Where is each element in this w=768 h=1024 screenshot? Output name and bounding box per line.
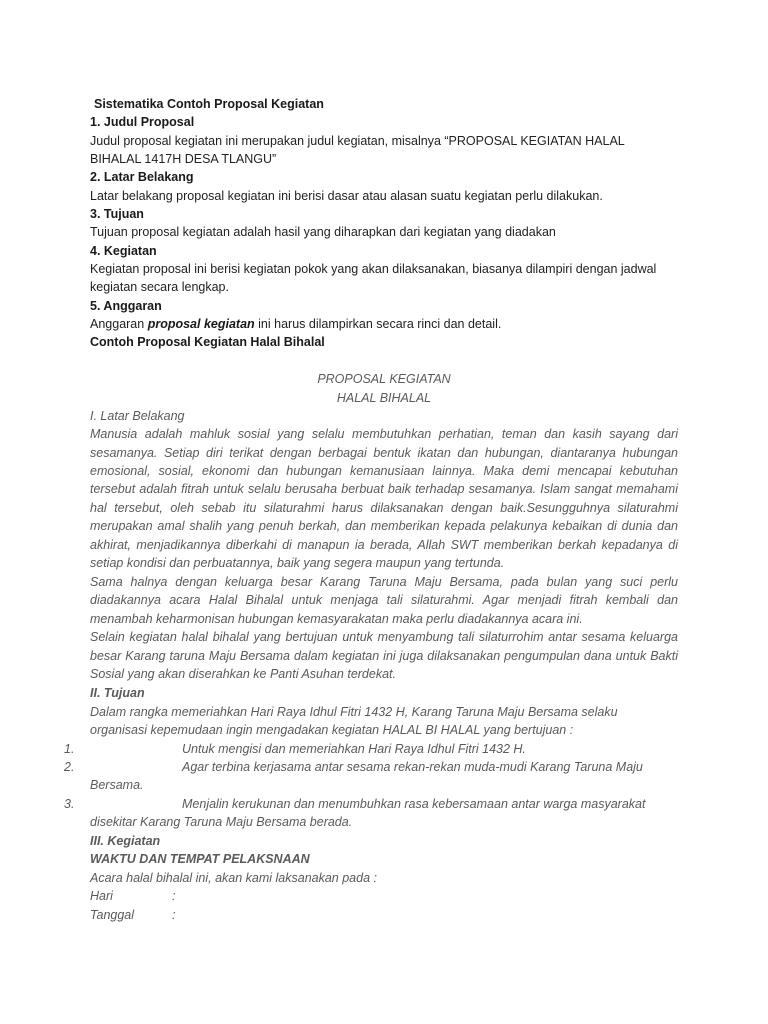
acara-line: Acara halal bihalal ini, akan kami laksanakan pada : [90,871,377,885]
list-item-text: Menjalin kerukunan dan menumbuhkan rasa kebersamaan antar warga masyarakat [182,797,646,811]
hari-label: Hari [90,889,113,903]
list-item-text: Agar terbina kerjasama antar sesama rekan-rekan muda-mudi Karang Taruna Maju [182,760,643,774]
paragraph-line: emosional, sosial, ekonomi dan hubungan kemanusiaan lainnya. Maka demi mencapai kebutuhan [90,464,678,478]
paragraph-line: tersebut adalah fitrah untuk selalu berusaha berbuat baik terhadap sesamanya. Islam sangat memahami [90,482,678,496]
paragraph-line: sesamanya. Setiap diri terikat dengan berbagai bentuk ikatan dan hubungan, diantaranya hubungan [90,446,678,460]
list-item-text: Untuk mengisi dan memeriahkan Hari Raya Idhul Fitri 1432 H. [182,742,526,756]
hari-colon: : [172,889,176,903]
paragraph-line: akhirat, menjadikannya diberkahi di manapun ia berada, Allah SWT memberikan berkah kepadanya di [90,538,678,552]
proposal-title-line-1: PROPOSAL KEGIATAN [317,372,451,386]
list-number: 3. [64,797,75,811]
list-number: 2. [64,760,75,774]
section-5-text-pre: Anggaran [90,317,148,331]
kegiatan-heading: III. Kegiatan [90,834,161,848]
section-1-text-line: BIHALAL 1417H DESA TLANGU” [90,152,277,166]
paragraph-line: Manusia adalah mahluk sosial yang selalu membutuhkan perhatian, teman dan kasih sayang dari [90,427,678,441]
section-4-text-line: Kegiatan proposal ini berisi kegiatan pokok yang akan dilaksanakan, biasanya dilampiri dengan jadwal [90,262,657,276]
section-2-title: 2. Latar Belakang [90,170,194,184]
section-5-text-line [90,315,501,333]
paragraph-line: setiap kondisi dan perbuatannya, baik yang segera maupun yang tertunda. [90,556,505,570]
section-2-text-line: Latar belakang proposal kegiatan ini berisi dasar atau alasan suatu kegiatan perlu dilakukan. [90,189,603,203]
section-5-text-post: ini harus dilampirkan secara rinci dan detail. [254,317,502,331]
latar-belakang-heading: I. Latar Belakang [90,409,185,423]
section-5-text-emphasis: proposal kegiatan [147,317,255,331]
section-4-text-line: kegiatan secara lengkap. [90,280,229,294]
list-item-continuation: disekitar Karang Taruna Maju Bersama berada. [90,815,353,829]
list-item-continuation: Bersama. [90,778,144,792]
tujuan-intro-line: Dalam rangka memeriahkan Hari Raya Idhul Fitri 1432 H, Karang Taruna Maju Bersama selaku [90,705,618,719]
section-1-text-line: Judul proposal kegiatan ini merupakan judul kegiatan, misalnya “PROPOSAL KEGIATAN HALAL [90,134,625,148]
paragraph-line: Selain kegiatan halal bihalal yang bertujuan untuk menyambung tali silaturrohim antar sesama keluarga [90,630,678,644]
tujuan-intro-line: organisasi kepemudaan ingin mengadakan kegiatan HALAL BI HALAL yang bertujuan : [90,723,574,737]
paragraph-line: merupakan amal shalih yang penuh berkah, dan memberikan kepada pelakunya kebaikan di dunia dan [90,519,678,533]
paragraph-line: hal tersebut, oleh sebab itu silaturahmi harus dilaksanakan dengan baik.Sesungguhnya silaturahmi [90,501,678,515]
tujuan-heading: II. Tujuan [90,686,145,700]
section-5-title: 5. Anggaran [90,299,162,313]
waktu-heading: WAKTU DAN TEMPAT PELAKSNAAN [90,852,310,866]
section-3-title: 3. Tujuan [90,207,144,221]
example-title: Contoh Proposal Kegiatan Halal Bihalal [90,335,325,349]
paragraph-line: menambah keharmonisan hubungan kemasyarakatan maka perlu diadakannya acara ini. [90,612,583,626]
section-1-title: 1. Judul Proposal [90,115,195,129]
paragraph-line: besar Karang taruna Maju Bersama dalam kegiatan ini juga dilaksanakan pengumpulan dana untuk Bakti [90,649,678,663]
list-number: 1. [64,742,75,756]
tanggal-colon: : [172,908,176,922]
section-4-title: 4. Kegiatan [90,244,157,258]
section-3-text-line: Tujuan proposal kegiatan adalah hasil yang diharapkan dari kegiatan yang diadakan [90,225,556,239]
tanggal-label: Tanggal [90,908,135,922]
proposal-title-line-2: HALAL BIHALAL [336,391,432,405]
paragraph-line: diadakannya acara Halal Bihalal untuk menjaga tali silaturahmi. Agar menjadi fitrah kembali dan [90,593,678,607]
document-heading: Sistematika Contoh Proposal Kegiatan [94,97,324,111]
paragraph-line: Sosial yang akan diserahkan ke Panti Asuhan terdekat. [90,667,396,681]
paragraph-line: Sama halnya dengan keluarga besar Karang Taruna Maju Bersama, pada bulan yang suci perlu [90,575,678,589]
